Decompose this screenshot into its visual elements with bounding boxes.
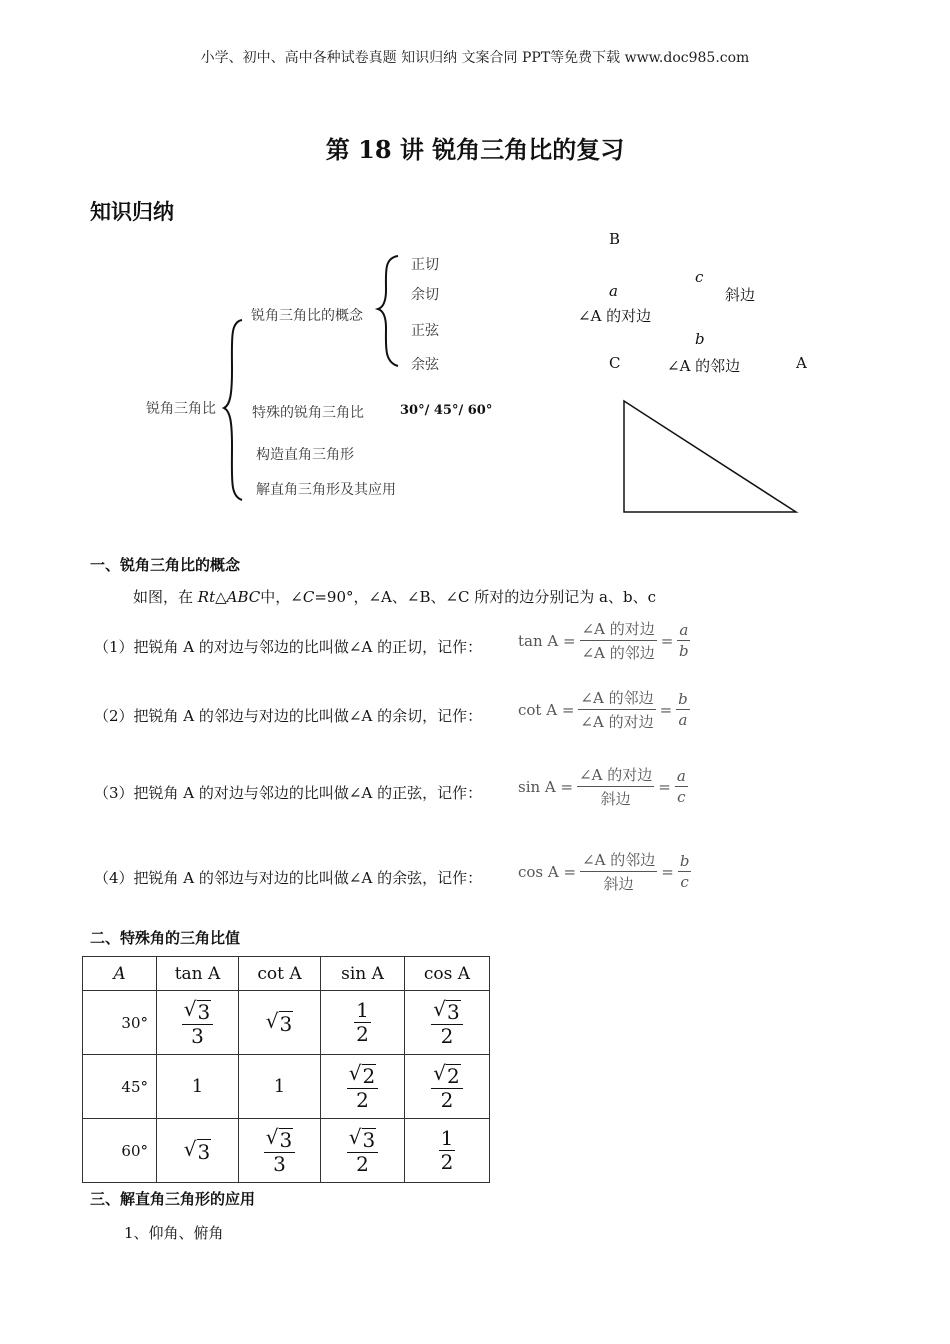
cell-tan60: √ 3: [157, 1119, 239, 1183]
cell-cos30: √ 3 2: [405, 991, 490, 1055]
map-solve: 解直角三角形及其应用: [256, 482, 396, 498]
section1-heading: 一、锐角三角比的概念: [90, 556, 241, 574]
def-cos-text: （4）把锐角 A 的邻边与对边的比叫做∠A 的余弦，记作：: [94, 869, 483, 887]
label-C: C: [609, 354, 621, 372]
map-item-tan: 正切: [411, 257, 439, 273]
map-item-sin: 正弦: [411, 323, 439, 339]
table-row: [83, 1055, 490, 1119]
label-A: A: [796, 354, 807, 372]
col-header-cot: cot A: [239, 957, 321, 991]
label-c: c: [695, 268, 704, 286]
def-cot-text: （2）把锐角 A 的邻边与对边的比叫做∠A 的余切，记作：: [94, 707, 483, 725]
label-opposite: ∠A 的对边: [578, 307, 652, 325]
map-item-cos: 余弦: [411, 357, 439, 373]
def-tan-text: （1）把锐角 A 的对边与邻边的比叫做∠A 的正切，记作：: [94, 638, 483, 656]
map-special-angles: 30°/ 45°/ 60°: [400, 403, 493, 418]
map-special: 特殊的锐角三角比: [252, 405, 364, 421]
section2-heading: 二、特殊角的三角比值: [90, 929, 241, 947]
right-triangle: [600, 390, 820, 520]
cell-tan45: 1: [157, 1055, 239, 1119]
cell-angle: 45°: [83, 1055, 157, 1119]
special-angle-table: [82, 956, 490, 1183]
page-title: 第 18 讲 锐角三角比的复习: [325, 135, 625, 164]
table-header-row: [83, 957, 490, 991]
def-cot-formula: cot A = $\frac{\text{∠A 的邻边}}{\text{∠A 的对边}}$ = $\frac{b}{a}$: [518, 689, 688, 731]
col-header-sin: sin A: [321, 957, 405, 991]
section1-intro: 如图，在 Rt△ABC中，∠C=90°，∠A、∠B、∠C 所对的边分别记为 a、b、c: [133, 588, 657, 606]
def-sin-formula: sin A = $\frac{\text{∠A 的对边}}{\text{斜边}}$ = $\frac{a}{c}$: [518, 766, 686, 808]
cell-tan30: √ 3 3: [157, 991, 239, 1055]
label-adjacent: ∠A 的邻边: [667, 357, 741, 375]
col-header-angle: A: [83, 957, 157, 991]
label-B: B: [609, 230, 621, 248]
label-hypotenuse: 斜边: [725, 286, 756, 304]
cell-angle: 60°: [83, 1119, 157, 1183]
map-root: 锐角三角比: [146, 401, 216, 417]
inner-brace: [378, 256, 398, 366]
cell-cos45: √ 2 2: [405, 1055, 490, 1119]
def-cos-formula: cos A = $\frac{\text{∠A 的邻边}}{\text{斜边}}$ = $\frac{b}{c}$: [518, 851, 690, 893]
col-header-cos: cos A: [405, 957, 490, 991]
table-row: [83, 991, 490, 1055]
cell-cos60: $\frac{1}{2}$: [405, 1119, 490, 1183]
map-item-cot: 余切: [411, 287, 439, 303]
site-header: 小学、初中、高中各种试卷真题 知识归纳 文案合同 PPT等免费下载 www.doc985.com: [200, 50, 750, 66]
cell-cot30: √ 3: [239, 991, 321, 1055]
cell-cot60: √ 3 3: [239, 1119, 321, 1183]
cell-sin30: $\frac{1}{2}$: [321, 991, 405, 1055]
map-construct: 构造直角三角形: [256, 447, 354, 463]
outer-brace: [224, 320, 242, 500]
cell-sin60: √ 3 2: [321, 1119, 405, 1183]
def-tan-formula: tan A = $\frac{\text{∠A 的对边}}{\text{∠A 的邻边}}$ = $\frac{a}{b}$: [518, 620, 689, 662]
section3-heading: 三、解直角三角形的应用: [90, 1190, 256, 1208]
cell-angle: 30°: [83, 991, 157, 1055]
col-header-tan: tan A: [157, 957, 239, 991]
def-sin-text: （3）把锐角 A 的对边与邻边的比叫做∠A 的正弦，记作：: [94, 784, 483, 802]
table-row: [83, 1119, 490, 1183]
label-b: b: [695, 330, 705, 348]
knowledge-heading: 知识归纳: [90, 200, 174, 224]
cell-sin45: √ 2 2: [321, 1055, 405, 1119]
map-concept: 锐角三角比的概念: [251, 308, 363, 324]
label-a: a: [609, 282, 618, 300]
section3-item1: 1、仰角、俯角: [124, 1224, 224, 1242]
cell-cot45: 1: [239, 1055, 321, 1119]
